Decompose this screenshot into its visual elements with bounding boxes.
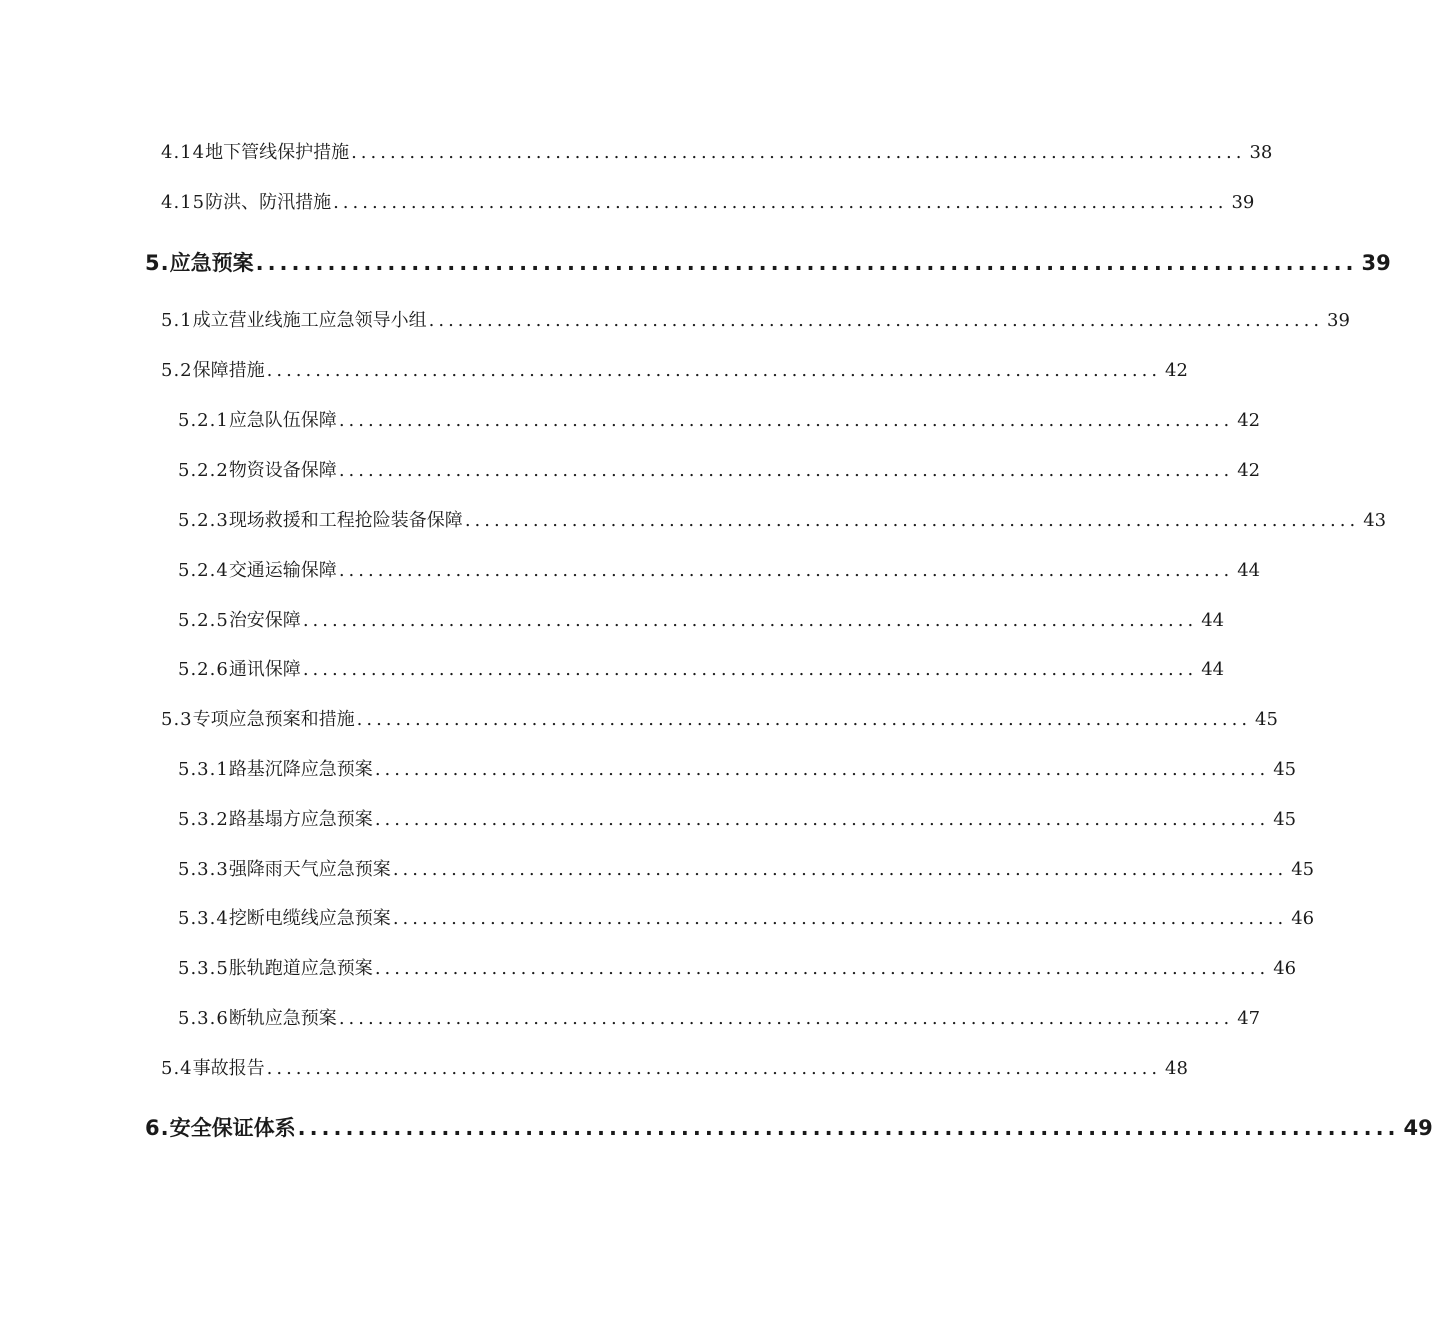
dot-leader: ............................................................................................ <box>338 410 1234 431</box>
toc-entry-title: 治安保障 <box>228 610 301 631</box>
toc-entry-page: 39 <box>1361 251 1391 275</box>
dot-leader: ............................................................................................ <box>374 759 1270 780</box>
toc-entry-title: 强降雨天气应急预案 <box>228 859 391 880</box>
toc-entry-number: 5.2.4 <box>178 560 229 581</box>
dot-leader: ............................................................................................ <box>392 859 1288 880</box>
toc-entry-title: 现场救援和工程抢险装备保障 <box>228 510 463 531</box>
toc-entry-number: 5.3.5 <box>178 958 229 979</box>
toc-entry-5-3-5[interactable] <box>178 954 1297 980</box>
toc-entry-number: 5.4 <box>161 1058 193 1079</box>
toc-entry-6[interactable] <box>145 1112 1433 1142</box>
toc-entry-5-3[interactable] <box>161 705 1278 731</box>
toc-entry-title: 应急队伍保障 <box>228 410 337 431</box>
dot-leader: ............................................................................................ <box>338 1008 1234 1029</box>
dot-leader: ............................................................................................ <box>266 1058 1162 1079</box>
toc-entry-title: 交通运输保障 <box>228 560 337 581</box>
toc-entry-title: 胀轨跑道应急预案 <box>228 958 373 979</box>
dot-leader: ............................................................................................ <box>338 460 1234 481</box>
toc-entry-number: 5. <box>145 251 170 275</box>
toc-entry-5-3-6[interactable] <box>178 1004 1261 1030</box>
toc-entry-5[interactable] <box>145 247 1391 277</box>
toc-entry-number: 5.2.3 <box>178 510 229 531</box>
toc-entry-title: 保障措施 <box>192 360 265 381</box>
toc-entry-page: 44 <box>1201 610 1225 631</box>
toc-entry-title: 断轨应急预案 <box>228 1008 337 1029</box>
toc-entry-5-2-3[interactable] <box>178 506 1387 532</box>
toc-entry-number: 5.2.2 <box>178 460 229 481</box>
toc-entry-4-14[interactable] <box>161 138 1273 164</box>
toc-entry-page: 45 <box>1273 759 1297 780</box>
toc-entry-title: 成立营业线施工应急领导小组 <box>192 310 427 331</box>
toc-entry-5-2-4[interactable] <box>178 556 1261 582</box>
toc-entry-5-2-5[interactable] <box>178 606 1225 632</box>
toc-entry-number: 5.2.5 <box>178 610 229 631</box>
toc-entry-page: 45 <box>1291 859 1315 880</box>
toc-entry-5-3-1[interactable] <box>178 755 1297 781</box>
dot-leader: ............................................................................................ <box>302 610 1198 631</box>
toc-entry-page: 46 <box>1273 958 1297 979</box>
dot-leader: ............................................................................................ <box>374 958 1270 979</box>
toc-entry-title: 专项应急预案和措施 <box>192 709 355 730</box>
dot-leader: ............................................................................................ <box>464 510 1360 531</box>
toc-entry-page: 42 <box>1165 360 1188 381</box>
toc-entry-title: 路基沉降应急预案 <box>228 759 373 780</box>
toc-entry-page: 39 <box>1327 310 1350 331</box>
toc-entry-page: 45 <box>1255 709 1278 730</box>
dot-leader: ............................................................................................ <box>333 192 1228 213</box>
toc-entry-number: 5.3.4 <box>178 908 229 929</box>
toc-entry-page: 48 <box>1165 1058 1188 1079</box>
toc-entry-5-3-2[interactable] <box>178 805 1297 831</box>
dot-leader: ............................................................................................ <box>351 142 1246 163</box>
toc-entry-page: 42 <box>1237 410 1261 431</box>
toc-entry-number: 5.1 <box>161 310 193 331</box>
toc-entry-title: 路基塌方应急预案 <box>228 809 373 830</box>
dot-leader: ............................................................................................ <box>302 659 1198 680</box>
dot-leader: ............................................................................................ <box>392 908 1288 929</box>
toc-entry-page: 44 <box>1201 659 1225 680</box>
toc-entry-number: 5.2.1 <box>178 410 229 431</box>
toc-entry-5-4[interactable] <box>161 1054 1188 1080</box>
dot-leader: ............................................................................................ <box>374 809 1270 830</box>
toc-entry-page: 43 <box>1363 510 1387 531</box>
toc-entry-title: 通讯保障 <box>228 659 301 680</box>
dot-leader: ............................................................................................ <box>297 1116 1400 1140</box>
toc-entry-number: 4.15 <box>161 192 206 213</box>
toc-entry-number: 5.3.3 <box>178 859 229 880</box>
toc-entry-5-3-3[interactable] <box>178 855 1315 881</box>
dot-leader: ............................................................................................ <box>255 251 1358 275</box>
toc-entry-number: 5.2 <box>161 360 193 381</box>
toc-entry-number: 5.2.6 <box>178 659 229 680</box>
toc-entry-title: 挖断电缆线应急预案 <box>228 908 391 929</box>
toc-entry-4-15[interactable] <box>161 188 1255 214</box>
dot-leader: ............................................................................................ <box>356 709 1252 730</box>
toc-entry-5-1[interactable] <box>161 306 1350 332</box>
toc-entry-title: 安全保证体系 <box>169 1116 296 1140</box>
toc-entry-number: 5.3.6 <box>178 1008 229 1029</box>
toc-entry-5-2-2[interactable] <box>178 456 1261 482</box>
toc-entry-number: 6. <box>145 1116 170 1140</box>
toc-entry-title: 地下管线保护措施 <box>205 142 350 163</box>
toc-entry-title: 物资设备保障 <box>228 460 337 481</box>
toc-entry-title: 事故报告 <box>192 1058 265 1079</box>
toc-entry-page: 42 <box>1237 460 1261 481</box>
toc-entry-5-2-6[interactable] <box>178 655 1225 681</box>
toc-entry-page: 46 <box>1291 908 1315 929</box>
toc-entry-number: 4.14 <box>161 142 206 163</box>
toc-entry-5-2-1[interactable] <box>178 406 1261 432</box>
toc-entry-number: 5.3 <box>161 709 193 730</box>
dot-leader: ............................................................................................ <box>428 310 1324 331</box>
toc-entry-number: 5.3.2 <box>178 809 229 830</box>
toc-entry-title: 应急预案 <box>169 251 254 275</box>
toc-entry-page: 38 <box>1249 142 1273 163</box>
toc-entry-5-3-4[interactable] <box>178 904 1315 930</box>
toc-entry-page: 45 <box>1273 809 1297 830</box>
toc-entry-5-2[interactable] <box>161 356 1188 382</box>
toc-entry-page: 39 <box>1231 192 1255 213</box>
toc-entry-page: 44 <box>1237 560 1261 581</box>
toc-entry-page: 47 <box>1237 1008 1261 1029</box>
toc-entry-number: 5.3.1 <box>178 759 229 780</box>
toc-entry-title: 防洪、防汛措施 <box>205 192 332 213</box>
dot-leader: ............................................................................................ <box>338 560 1234 581</box>
dot-leader: ............................................................................................ <box>266 360 1162 381</box>
toc-entry-page: 49 <box>1403 1116 1433 1140</box>
